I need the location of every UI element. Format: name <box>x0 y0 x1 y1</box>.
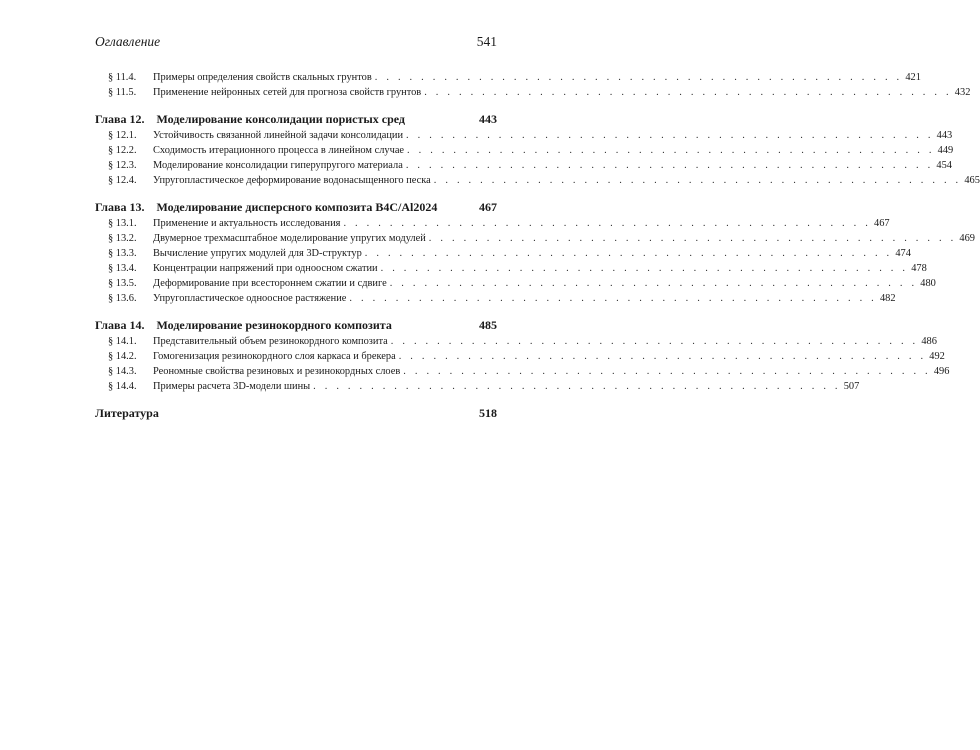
section-page: 469 <box>959 233 975 244</box>
section-title: Моделирование консолидации гиперупругого материала <box>153 160 403 171</box>
toc-section-13-5[interactable] <box>95 276 936 291</box>
dot-leader: . . . . . . . . . . . . . . . . . . . . . . . . . . . . . . . . . . . . . . . . . . . . . . <box>313 381 841 392</box>
dot-leader: . . . . . . . . . . . . . . . . . . . . . . . . . . . . . . . . . . . . . . . . . . . . . . <box>398 351 927 362</box>
section-page: 478 <box>911 263 927 274</box>
chapter-page: 467 <box>479 200 497 214</box>
section-number: § 13.1. <box>108 218 137 229</box>
section-title: Устойчивость связанной линейной задачи консолидации <box>153 130 404 141</box>
page-number: 541 <box>476 34 497 49</box>
chapter-title: Моделирование резинокордного композита <box>156 318 392 332</box>
dot-leader: . . . . . . . . . . . . . . . . . . . . . . . . . . . . . . . . . . . . . . . . . . . . . . <box>428 233 957 244</box>
section-page: 421 <box>905 72 921 83</box>
chapter-title: Моделирование консолидации пористых сред <box>156 112 406 126</box>
section-title: Вычисление упругих модулей для 3D-структур <box>153 248 362 259</box>
chapter-page: 485 <box>479 318 497 332</box>
running-head-title: Оглавление <box>95 34 161 49</box>
dot-leader: . . . . . . . . . . . . . . . . . . . . . . . . . . . . . . . . . . . . . . . . . . . . . . <box>364 248 893 259</box>
section-number: § 13.4. <box>108 263 137 274</box>
chapter-title: Моделирование дисперсного композита B4C/Al2024 <box>156 200 438 214</box>
section-number: § 12.1. <box>108 130 137 141</box>
dot-leader: . . . . . . . . . . . . . . . . . . . . . . . . . . . . . . . . . . . . . . . . . . . . . . <box>403 366 931 377</box>
toc-section-12-2[interactable] <box>95 143 954 158</box>
section-title: Сходимость итерационного процесса в линейном случае <box>153 145 405 156</box>
dot-leader: . . . . . . . . . . . . . . . . . . . . . . . . . . . . . . . . . . . . . . . . . . . . . . <box>433 175 962 186</box>
section-page: 474 <box>895 248 911 259</box>
section-page: 443 <box>936 130 953 141</box>
section-page: 482 <box>879 293 896 304</box>
section-number: § 14.1. <box>108 336 137 347</box>
chapter-label: Глава 12. <box>95 112 145 126</box>
toc-section-14-3[interactable] <box>95 364 950 379</box>
toc-section-14-2[interactable] <box>95 349 945 364</box>
toc-section-12-1[interactable] <box>95 128 953 143</box>
section-number: § 12.4. <box>108 175 137 186</box>
toc-section-13-3[interactable] <box>95 246 911 261</box>
section-title: Применение нейронных сетей для прогноза свойств грунтов <box>153 87 422 98</box>
section-page: 432 <box>954 87 971 98</box>
section-title: Упругопластическое одноосное растяжение <box>153 293 347 304</box>
section-page: 465 <box>964 175 980 186</box>
section-title: Упругопластическое деформирование водонасыщенного песка <box>153 175 431 186</box>
chapter-11-continued <box>95 70 971 100</box>
section-page: 454 <box>936 160 952 171</box>
table-of-contents <box>95 70 980 422</box>
toc-section-13-2[interactable] <box>95 231 975 246</box>
dot-leader: . . . . . . . . . . . . . . . . . . . . . . . . . . . . . . . . . . . . . . . . . . . . . . <box>389 278 918 289</box>
dot-leader: . . . . . . . . . . . . . . . . . . . . . . . . . . . . . . . . . . . . . . . . . . . . . . <box>424 87 952 98</box>
chapter-12-block <box>95 111 980 188</box>
section-number: § 14.3. <box>108 366 137 377</box>
dot-leader: . . . . . . . . . . . . . . . . . . . . . . . . . . . . . . . . . . . . . . . . . . . . . . <box>343 218 872 229</box>
toc-section-12-3[interactable] <box>95 158 952 173</box>
running-head <box>95 34 497 54</box>
section-number: § 12.2. <box>108 145 137 156</box>
chapter-14-block <box>95 317 950 394</box>
section-title: Двумерное трехмасштабное моделирование упругих модулей <box>153 233 426 244</box>
toc-section-11-5[interactable] <box>95 85 971 100</box>
toc-section-14-1[interactable] <box>95 334 937 349</box>
dot-leader: . . . . . . . . . . . . . . . . . . . . . . . . . . . . . . . . . . . . . . . . . . . . . . <box>407 145 935 156</box>
toc-section-12-4[interactable] <box>95 173 980 188</box>
dot-leader: . . . . . . . . . . . . . . . . . . . . . . . . . . . . . . . . . . . . . . . . . . . . . . <box>405 160 934 171</box>
chapter-page: 443 <box>479 112 497 126</box>
toc-section-11-4[interactable] <box>95 70 921 85</box>
toc-section-13-4[interactable] <box>95 261 927 276</box>
section-title: Примеры расчета 3D-модели шины <box>153 381 311 392</box>
dot-leader: . . . . . . . . . . . . . . . . . . . . . . . . . . . . . . . . . . . . . . . . . . . . . . <box>406 130 934 141</box>
section-page: 486 <box>921 336 937 347</box>
section-number: § 14.4. <box>108 381 137 392</box>
toc-page <box>95 34 980 422</box>
section-number: § 11.4. <box>108 72 137 83</box>
toc-chapter-13[interactable] <box>95 199 497 216</box>
section-page: 480 <box>920 278 936 289</box>
toc-literature[interactable] <box>95 405 497 422</box>
section-number: § 14.2. <box>108 351 137 362</box>
toc-section-13-6[interactable] <box>95 291 896 306</box>
section-page: 492 <box>929 351 945 362</box>
chapter-label: Глава 13. <box>95 200 145 214</box>
section-title: Применение и актуальность исследования <box>153 218 341 229</box>
section-title: Реономные свойства резиновых и резинокордных слоев <box>153 366 401 377</box>
section-number: § 11.5. <box>108 87 137 98</box>
section-title: Деформирование при всестороннем сжатии и сдвиге <box>153 278 387 289</box>
chapter-13-block <box>95 199 975 306</box>
section-number: § 13.2. <box>108 233 137 244</box>
toc-section-13-1[interactable] <box>95 216 890 231</box>
section-page: 507 <box>843 381 860 392</box>
literature-page: 518 <box>479 406 497 420</box>
toc-chapter-14[interactable] <box>95 317 497 334</box>
section-page: 467 <box>874 218 890 229</box>
toc-section-14-4[interactable] <box>95 379 860 394</box>
literature-label: Литература <box>95 406 159 420</box>
dot-leader: . . . . . . . . . . . . . . . . . . . . . . . . . . . . . . . . . . . . . . . . . . . . . . <box>374 72 903 83</box>
section-title: Концентрации напряжений при одноосном сжатии <box>153 263 378 274</box>
section-number: § 13.5. <box>108 278 137 289</box>
section-number: § 12.3. <box>108 160 137 171</box>
toc-chapter-12[interactable] <box>95 111 497 128</box>
dot-leader: . . . . . . . . . . . . . . . . . . . . . . . . . . . . . . . . . . . . . . . . . . . . . . <box>390 336 919 347</box>
chapter-label: Глава 14. <box>95 318 145 332</box>
section-number: § 13.3. <box>108 248 137 259</box>
dot-leader: . . . . . . . . . . . . . . . . . . . . . . . . . . . . . . . . . . . . . . . . . . . . . . <box>349 293 877 304</box>
section-title: Примеры определения свойств скальных грунтов <box>153 72 372 83</box>
section-title: Гомогенизация резинокордного слоя каркаса и брекера <box>153 351 396 362</box>
section-page: 449 <box>937 145 954 156</box>
dot-leader: . . . . . . . . . . . . . . . . . . . . . . . . . . . . . . . . . . . . . . . . . . . . . . <box>380 263 909 274</box>
section-title: Представительный объем резинокордного композита <box>153 336 388 347</box>
section-number: § 13.6. <box>108 293 137 304</box>
section-page: 496 <box>933 366 950 377</box>
